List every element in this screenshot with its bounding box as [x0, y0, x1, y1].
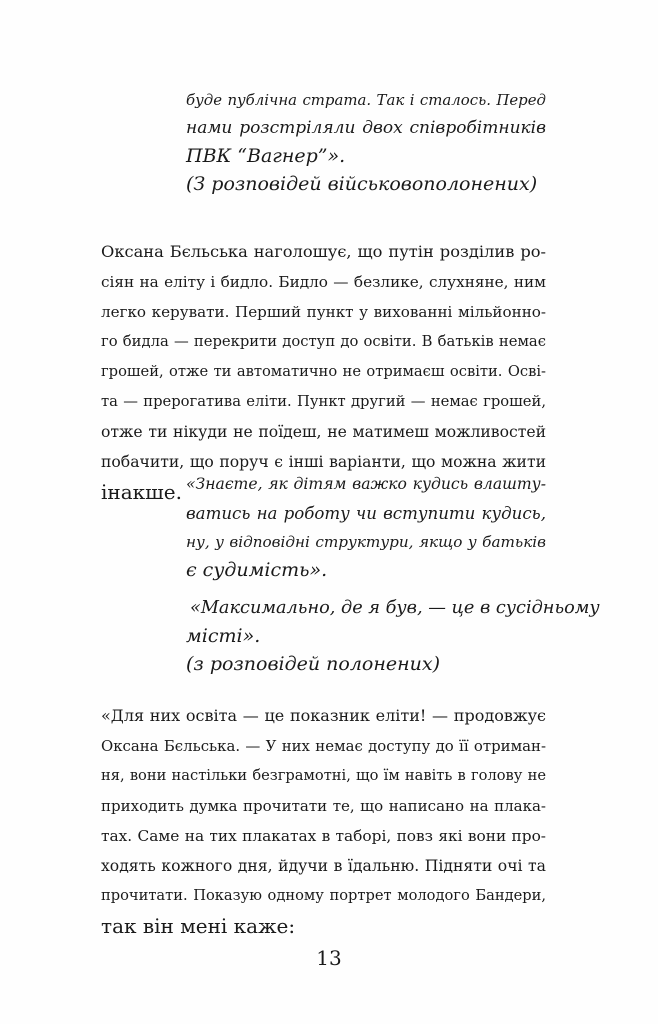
- quote-attribution: (з розповідей полонених): [186, 653, 441, 675]
- quote-line: «Максимально, де я був, — це в сусідньому: [190, 598, 600, 618]
- paragraph-line: отже ти нікуди не поїдеш, не матимеш можливостей: [101, 423, 546, 441]
- paragraph-line: приходить думка прочитати те, що написано на плака-: [101, 797, 546, 815]
- quote-line: «Знаєте, як дітям важко кудись влашту-: [186, 475, 546, 493]
- paragraph-line: ходять кожного дня, йдучи в їдальню. Підняти очі та: [101, 857, 546, 875]
- quote-line: ну, у відповідні структури, якщо у батьків: [186, 533, 546, 551]
- paragraph-line: так він мені каже:: [101, 914, 296, 938]
- quote-line: ватись на роботу чи вступити кудись,: [186, 504, 546, 523]
- paragraph-line: інакше.: [101, 480, 182, 504]
- quote-line: нами розстріляли двох співробітників: [186, 118, 546, 138]
- paragraph-line: Оксана Бєльська. — У них немає доступу до її отриман-: [101, 737, 546, 755]
- page-number: 13: [316, 946, 342, 970]
- paragraph-line: «Для них освіта — це показник еліти! — продовжує: [101, 706, 546, 725]
- paragraph-line: го бидла — перекрити доступ до освіти. В батьків немає: [101, 333, 546, 350]
- paragraph-line: сіян на еліту і бидло. Бидло — безлике, слухняне, ним: [101, 273, 546, 291]
- paragraph-line: ня, вони настільки безграмотні, що їм навіть в голову не: [101, 767, 546, 784]
- paragraph-line: грошей, отже ти автоматично не отримаєш освіти. Осві-: [101, 363, 546, 380]
- quote-line: місті».: [186, 625, 261, 647]
- paragraph-line: легко керувати. Перший пункт у вихованні мільйонно-: [101, 303, 546, 321]
- paragraph-line: тах. Саме на тих плакатах в таборі, повз які вони про-: [101, 827, 546, 845]
- quote-line: є судимість».: [186, 559, 328, 581]
- paragraph-line: прочитати. Показую одному портрет молодого Бандери,: [101, 887, 546, 904]
- quote-line: ПВК “Вагнер”».: [186, 145, 346, 167]
- quote-line: буде публічна страта. Так і сталось. Перед: [186, 91, 546, 109]
- quote-attribution: (З розповідей військовополонених): [186, 173, 538, 195]
- paragraph-line: Оксана Бєльська наголошує, що путін розділив ро-: [101, 242, 546, 261]
- paragraph-line: побачити, що поруч є інші варіанти, що можна жити: [101, 453, 546, 471]
- paragraph-line: та — прерогатива еліти. Пункт другий — немає грошей,: [101, 393, 546, 410]
